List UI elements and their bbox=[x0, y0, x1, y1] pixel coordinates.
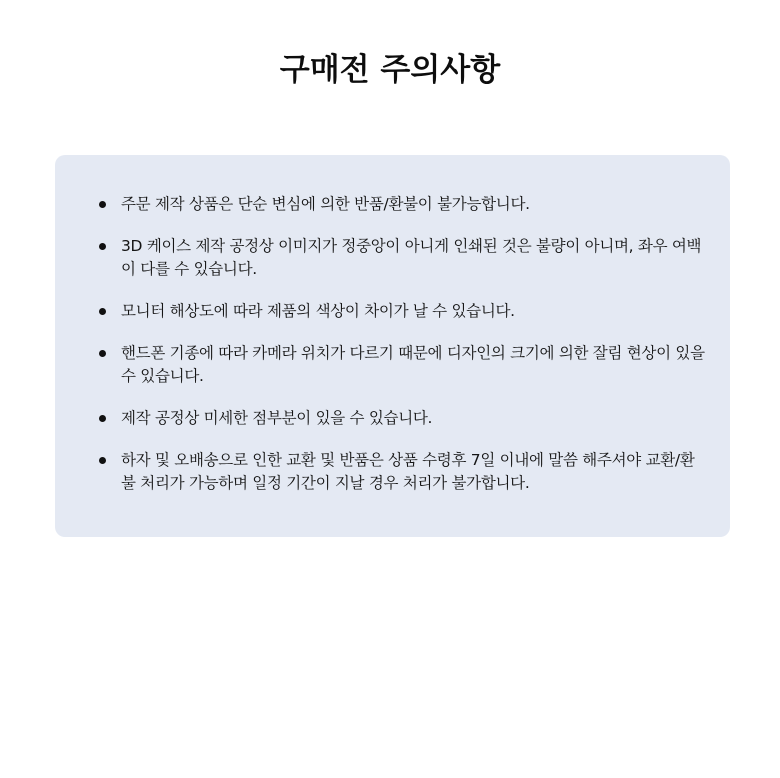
bullet-icon bbox=[99, 201, 106, 208]
page-title: 구매전 주의사항 bbox=[279, 52, 501, 88]
notice-item bbox=[99, 449, 709, 495]
notice-item bbox=[99, 342, 709, 388]
notice-text: 제작 공정상 미세한 점부분이 있을 수 있습니다. bbox=[121, 409, 433, 427]
notice-text: 핸드폰 기종에 따라 카메라 위치가 다르기 때문에 디자인의 크기에 의한 잘림 현상이 있을 수 있습니다. bbox=[121, 344, 705, 385]
bullet-icon bbox=[99, 243, 106, 250]
bullet-icon bbox=[99, 457, 106, 464]
notice-item bbox=[99, 407, 709, 430]
notice-text: 주문 제작 상품은 단순 변심에 의한 반품/환불이 불가능합니다. bbox=[121, 195, 530, 213]
notice-box bbox=[55, 155, 730, 537]
notice-list bbox=[99, 193, 709, 514]
notice-item bbox=[99, 300, 709, 323]
notice-text: 3D 케이스 제작 공정상 이미지가 정중앙이 아니게 인쇄된 것은 불량이 아니며, 좌우 여백이 다를 수 있습니다. bbox=[121, 237, 702, 278]
notice-text: 모니터 해상도에 따라 제품의 색상이 차이가 날 수 있습니다. bbox=[121, 302, 515, 320]
notice-text: 하자 및 오배송으로 인한 교환 및 반품은 상품 수령후 7일 이내에 말씀 해주셔야 교환/환불 처리가 가능하며 일정 기간이 지날 경우 처리가 불가합니다. bbox=[121, 451, 695, 492]
notice-item bbox=[99, 193, 709, 216]
bullet-icon bbox=[99, 350, 106, 357]
notice-item bbox=[99, 235, 709, 281]
bullet-icon bbox=[99, 415, 106, 422]
bullet-icon bbox=[99, 308, 106, 315]
